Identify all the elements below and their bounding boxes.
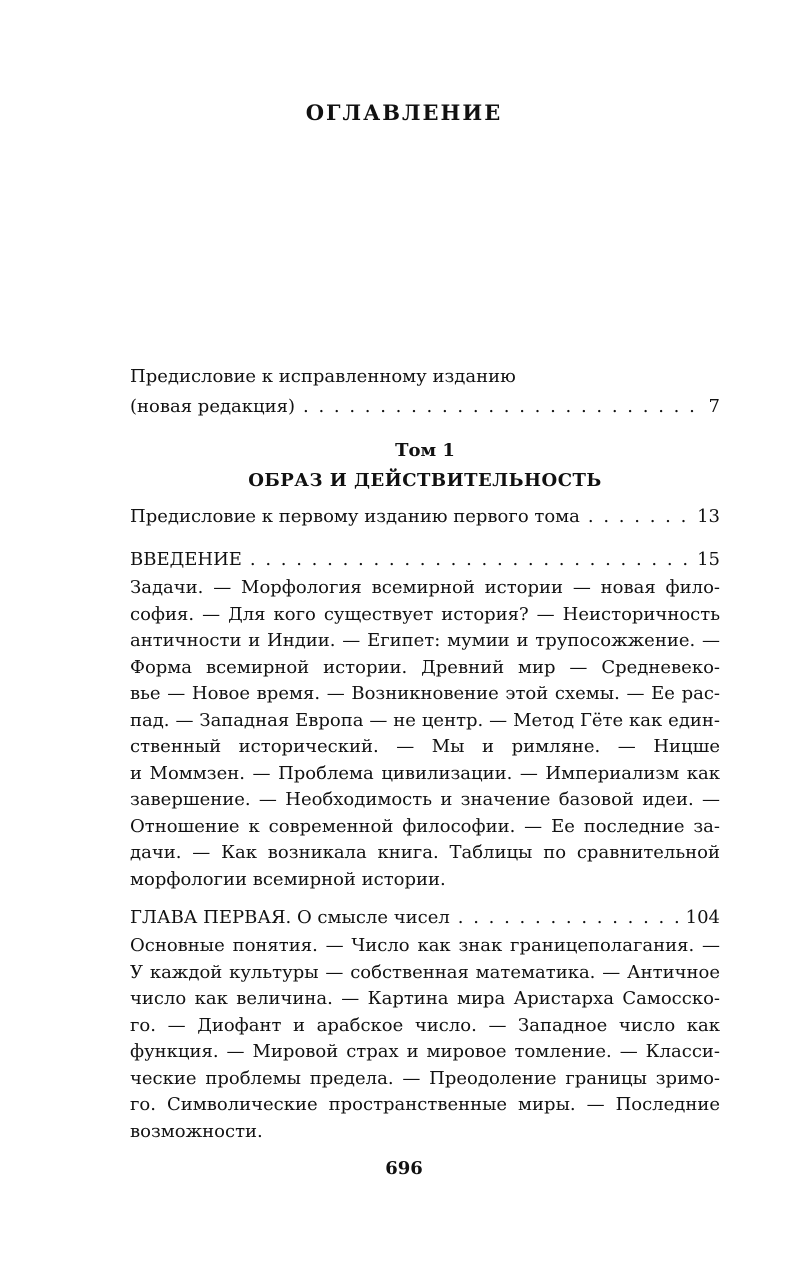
page-number: 104 — [685, 907, 720, 928]
page-folio: 696 — [385, 1158, 423, 1179]
section-summary — [130, 933, 720, 1145]
toc-entry-label: Предисловие к первому изданию первого тома — [130, 506, 580, 527]
leader-dots — [303, 392, 701, 422]
summary-line: античности и Индии. — Египет: мумии и трупосожжение. — — [130, 630, 720, 651]
toc-entry-chapter-one[interactable] — [130, 903, 720, 1145]
summary-line: го. Символические пространственные миры. — Последние — [130, 1094, 720, 1115]
summary-line: дачи. — Как возникала книга. Таблицы по сравнительной — [130, 842, 720, 863]
page-number: 15 — [697, 549, 720, 570]
page-title: ОГЛАВЛЕНИЕ — [305, 100, 503, 125]
summary-line: Отношение к современной философии. — Ее последние за- — [130, 815, 720, 837]
leader-dots — [458, 903, 678, 933]
summary-line: возможности. — [130, 1120, 263, 1142]
summary-line: завершение. — Необходимость и значение базовой идеи. — — [130, 789, 720, 810]
summary-line: У каждой культуры — собственная математика. — Античное — [130, 961, 720, 983]
summary-line: Задачи. — Морфология всемирной истории — новая фило- — [130, 577, 720, 598]
toc-entry-preface-new[interactable] — [130, 362, 720, 422]
summary-line: число как величина. — Картина мира Аристарха Самосско- — [130, 988, 720, 1009]
summary-line: вье — Новое время. — Возникновение этой схемы. — Ее рас- — [130, 683, 720, 704]
leader-dots — [588, 502, 689, 532]
volume-number: Том 1 — [395, 440, 455, 461]
summary-line: софия. — Для кого существует история? — Неисторичность — [130, 603, 720, 625]
toc-entry-preface-first[interactable] — [130, 502, 720, 532]
summary-line: функция. — Мировой страх и мировое томление. — Класси- — [130, 1041, 720, 1062]
summary-line: го. — Диофант и арабское число. — Западное число как — [130, 1014, 720, 1036]
toc-entry-label: (новая редакция) — [130, 396, 295, 417]
toc-entry-label: Предисловие к исправленному изданию — [130, 366, 516, 387]
summary-line: Основные понятия. — Число как знак границеполагания. — — [130, 935, 720, 956]
toc-entry-label: ВВЕДЕНИЕ — [130, 549, 242, 570]
volume-title: ОБРАЗ И ДЕЙСТВИТЕЛЬНОСТЬ — [248, 470, 602, 491]
leader-dots — [250, 545, 689, 575]
summary-line: пад. — Западная Европа — не центр. — Метод Гёте как един- — [130, 709, 720, 731]
summary-line: ческие проблемы предела. — Преодоление границы зримо- — [130, 1067, 720, 1089]
page-number: 13 — [697, 506, 720, 527]
summary-line: Форма всемирной истории. Древний мир — Средневеко- — [130, 656, 720, 678]
toc-entry-introduction[interactable] — [130, 545, 720, 893]
summary-line: и Моммзен. — Проблема цивилизации. — Империализм как — [130, 762, 720, 784]
volume-heading — [130, 436, 720, 496]
toc-entry-label: ГЛАВА ПЕРВАЯ. О смысле чисел — [130, 907, 450, 928]
section-summary — [130, 575, 720, 893]
summary-line: ственный исторический. — Мы и римляне. — Ницше — [130, 736, 720, 757]
page-number: 7 — [708, 396, 720, 417]
summary-line: морфологии всемирной истории. — [130, 868, 446, 890]
